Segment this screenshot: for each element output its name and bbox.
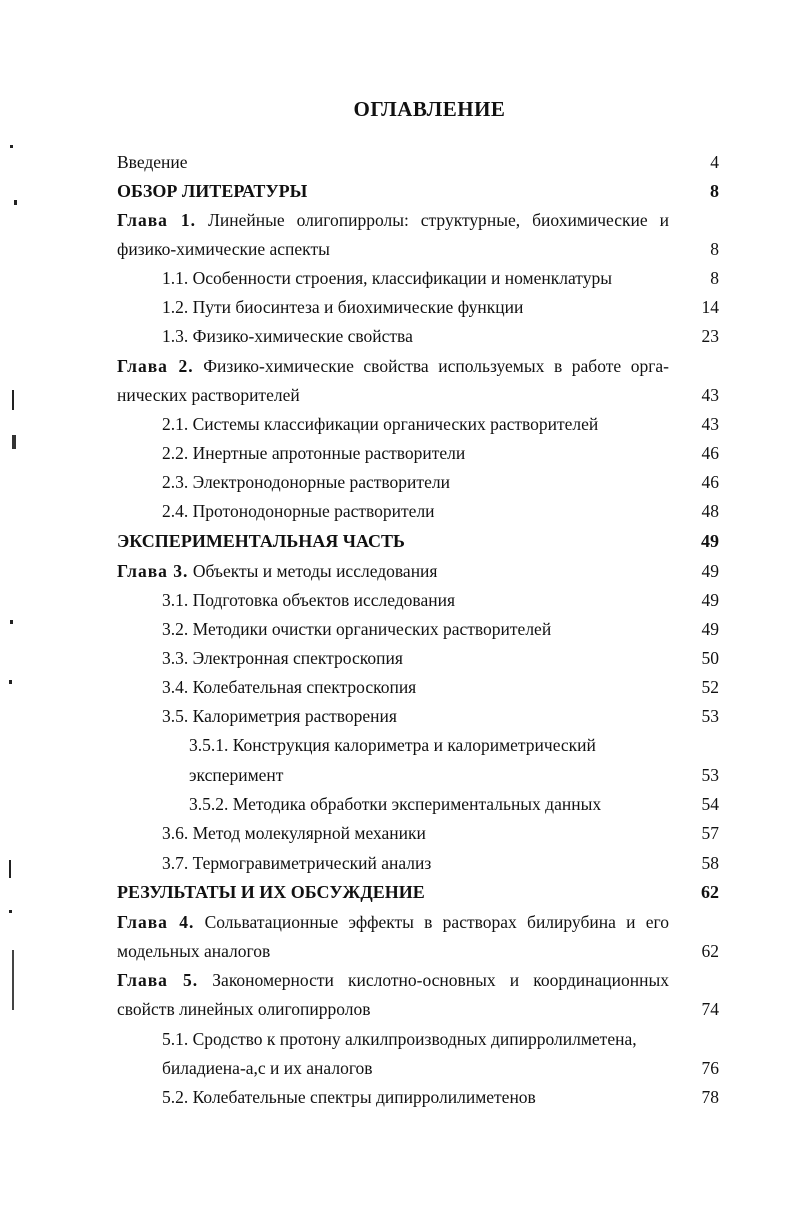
toc-entry	[0, 615, 799, 644]
toc-entry	[0, 819, 799, 848]
toc-entry-text: ОБЗОР ЛИТЕРАТУРЫ	[117, 181, 308, 201]
toc-page-number: 8	[710, 181, 719, 201]
chapter-label: Глава 5.	[117, 970, 199, 990]
toc-page-number: 62	[701, 941, 719, 961]
toc-page-number: 49	[701, 531, 719, 551]
toc-page-number: 8	[710, 268, 719, 288]
scan-artifact	[9, 860, 11, 878]
toc-entry-text: модельных аналогов	[117, 941, 271, 961]
toc-section-heading	[0, 878, 799, 907]
toc-entry	[0, 410, 799, 439]
scan-artifact	[10, 620, 13, 624]
chapter-label: Глава 3.	[117, 561, 189, 581]
toc-entry-text: 5.1. Сродство к протону алкилпроизводных дипирролилметена,	[162, 1029, 637, 1049]
toc-entry	[0, 235, 799, 264]
toc-entry-text: ЭКСПЕРИМЕНТАЛЬНАЯ ЧАСТЬ	[117, 531, 405, 551]
toc-entry-text: РЕЗУЛЬТАТЫ И ИХ ОБСУЖДЕНИЕ	[117, 882, 425, 902]
toc-page-number: 49	[701, 590, 719, 610]
toc-page-number: 62	[701, 882, 719, 902]
toc-entry	[0, 731, 799, 760]
scan-artifact	[9, 680, 12, 684]
toc-page-number: 74	[701, 999, 719, 1019]
toc-entry-text: 3.5.1. Конструкция калориметра и калориметрический	[189, 735, 596, 755]
toc-page-number: 54	[701, 794, 719, 814]
toc-section-heading	[0, 527, 799, 556]
toc-entry	[0, 1054, 799, 1083]
toc-entry-text: 1.3. Физико-химические свойства	[162, 326, 413, 346]
toc-entry-text: биладиена-a,c и их аналогов	[162, 1058, 373, 1078]
toc-page-number: 50	[701, 648, 719, 668]
toc-section-heading	[0, 177, 799, 206]
toc-entry	[0, 322, 799, 351]
toc-page-number: 78	[701, 1087, 719, 1107]
toc-page-number: 76	[701, 1058, 719, 1078]
toc-page-number: 53	[701, 765, 719, 785]
toc-entry-text: 3.5.2. Методика обработки экспериментальных данных	[189, 794, 602, 814]
toc-page-number: 53	[701, 706, 719, 726]
chapter-label: Глава 1.	[117, 210, 197, 230]
toc-entry-text: 3.3. Электронная спектроскопия	[162, 648, 403, 668]
toc-entry-text: 2.3. Электронодонорные растворители	[162, 472, 450, 492]
toc-entry	[0, 1083, 799, 1112]
toc-page-number: 58	[701, 853, 719, 873]
toc-page-number: 4	[710, 152, 719, 172]
toc-entry-text: нических растворителей	[117, 385, 300, 405]
toc-chapter	[0, 557, 799, 586]
toc-entry-text: Введение	[117, 152, 188, 172]
toc-entry-text: физико-химические аспекты	[117, 239, 330, 259]
toc-chapter	[0, 206, 799, 235]
toc-page-number: 46	[701, 443, 719, 463]
toc-page-number: 49	[701, 619, 719, 639]
toc-page-number: 57	[701, 823, 719, 843]
toc-entry	[0, 849, 799, 878]
toc-entry	[0, 644, 799, 673]
toc-entry-text: 1.1. Особенности строения, классификации и номенклатуры	[162, 268, 612, 288]
toc-page-number: 8	[710, 239, 719, 259]
toc-chapter	[0, 908, 799, 937]
scan-artifact	[12, 950, 14, 1010]
toc-entry-text: 3.1. Подготовка объектов исследования	[162, 590, 455, 610]
chapter-label: Глава 4.	[117, 912, 195, 932]
toc-entry-text: 2.4. Протонодонорные растворители	[162, 501, 435, 521]
scan-artifact	[10, 145, 13, 148]
toc-entry	[0, 148, 799, 177]
toc-page-number: 14	[701, 297, 719, 317]
toc-entry-text: эксперимент	[189, 765, 284, 785]
toc-entry-text: 3.6. Метод молекулярной механики	[162, 823, 426, 843]
toc-entry	[0, 439, 799, 468]
toc-entry	[0, 790, 799, 819]
page-title: ОГЛАВЛЕНИЕ	[353, 97, 506, 121]
toc-chapter-line	[117, 908, 669, 937]
toc-entry-text: 1.2. Пути биосинтеза и биохимические функции	[162, 297, 524, 317]
toc-entry	[0, 497, 799, 526]
toc-entry-text: Линейные олигопирролы: структурные, биохимические и	[208, 210, 669, 230]
toc-entry	[0, 468, 799, 497]
toc-entry-text: 2.2. Инертные апротонные растворители	[162, 443, 466, 463]
toc-entry-text: 5.2. Колебательные спектры дипирролилиметенов	[162, 1087, 536, 1107]
toc-entry	[0, 937, 799, 966]
toc-entry-text: 3.7. Термогравиметрический анализ	[162, 853, 432, 873]
toc-page-number: 49	[701, 561, 719, 581]
toc-entry	[0, 264, 799, 293]
toc-entry-text: 2.1. Системы классификации органических растворителей	[162, 414, 599, 434]
scan-artifact	[9, 910, 12, 913]
toc-chapter-line	[117, 352, 669, 381]
toc-entry	[0, 995, 799, 1024]
toc-chapter	[0, 352, 799, 381]
toc-entry-text: 3.4. Колебательная спектроскопия	[162, 677, 417, 697]
toc-entry-text: 3.2. Методики очистки органических растворителей	[162, 619, 552, 639]
toc-entry	[0, 761, 799, 790]
toc-chapter-line	[117, 206, 669, 235]
scan-artifact	[14, 200, 17, 205]
toc-entry	[0, 381, 799, 410]
toc-entry	[0, 702, 799, 731]
toc-page-number: 43	[701, 414, 719, 434]
scan-artifact	[12, 435, 16, 449]
toc-entry	[0, 1025, 799, 1054]
toc-entry	[0, 293, 799, 322]
toc-page-number: 46	[701, 472, 719, 492]
toc-chapter	[0, 966, 799, 995]
toc-chapter-line	[117, 966, 669, 995]
chapter-label: Глава 2.	[117, 356, 194, 376]
toc-entry	[0, 673, 799, 702]
toc-entry-text: Физико-химические свойства используемых в работе орга-	[203, 356, 669, 376]
toc-page-number: 43	[701, 385, 719, 405]
toc-entry-text: 3.5. Калориметрия растворения	[162, 706, 397, 726]
toc-entry-text: Сольватационные эффекты в растворах билирубина и его	[204, 912, 669, 932]
toc-entry-text: Объекты и методы исследования	[192, 561, 438, 581]
toc-page-number: 23	[701, 326, 719, 346]
toc-page-number: 48	[701, 501, 719, 521]
toc-entry	[0, 586, 799, 615]
scan-artifact	[12, 390, 14, 410]
toc-page-number: 52	[701, 677, 719, 697]
toc-entry-text: Закономерности кислотно-основных и координационных	[212, 970, 670, 990]
toc-entry-text: свойств линейных олигопирролов	[117, 999, 371, 1019]
